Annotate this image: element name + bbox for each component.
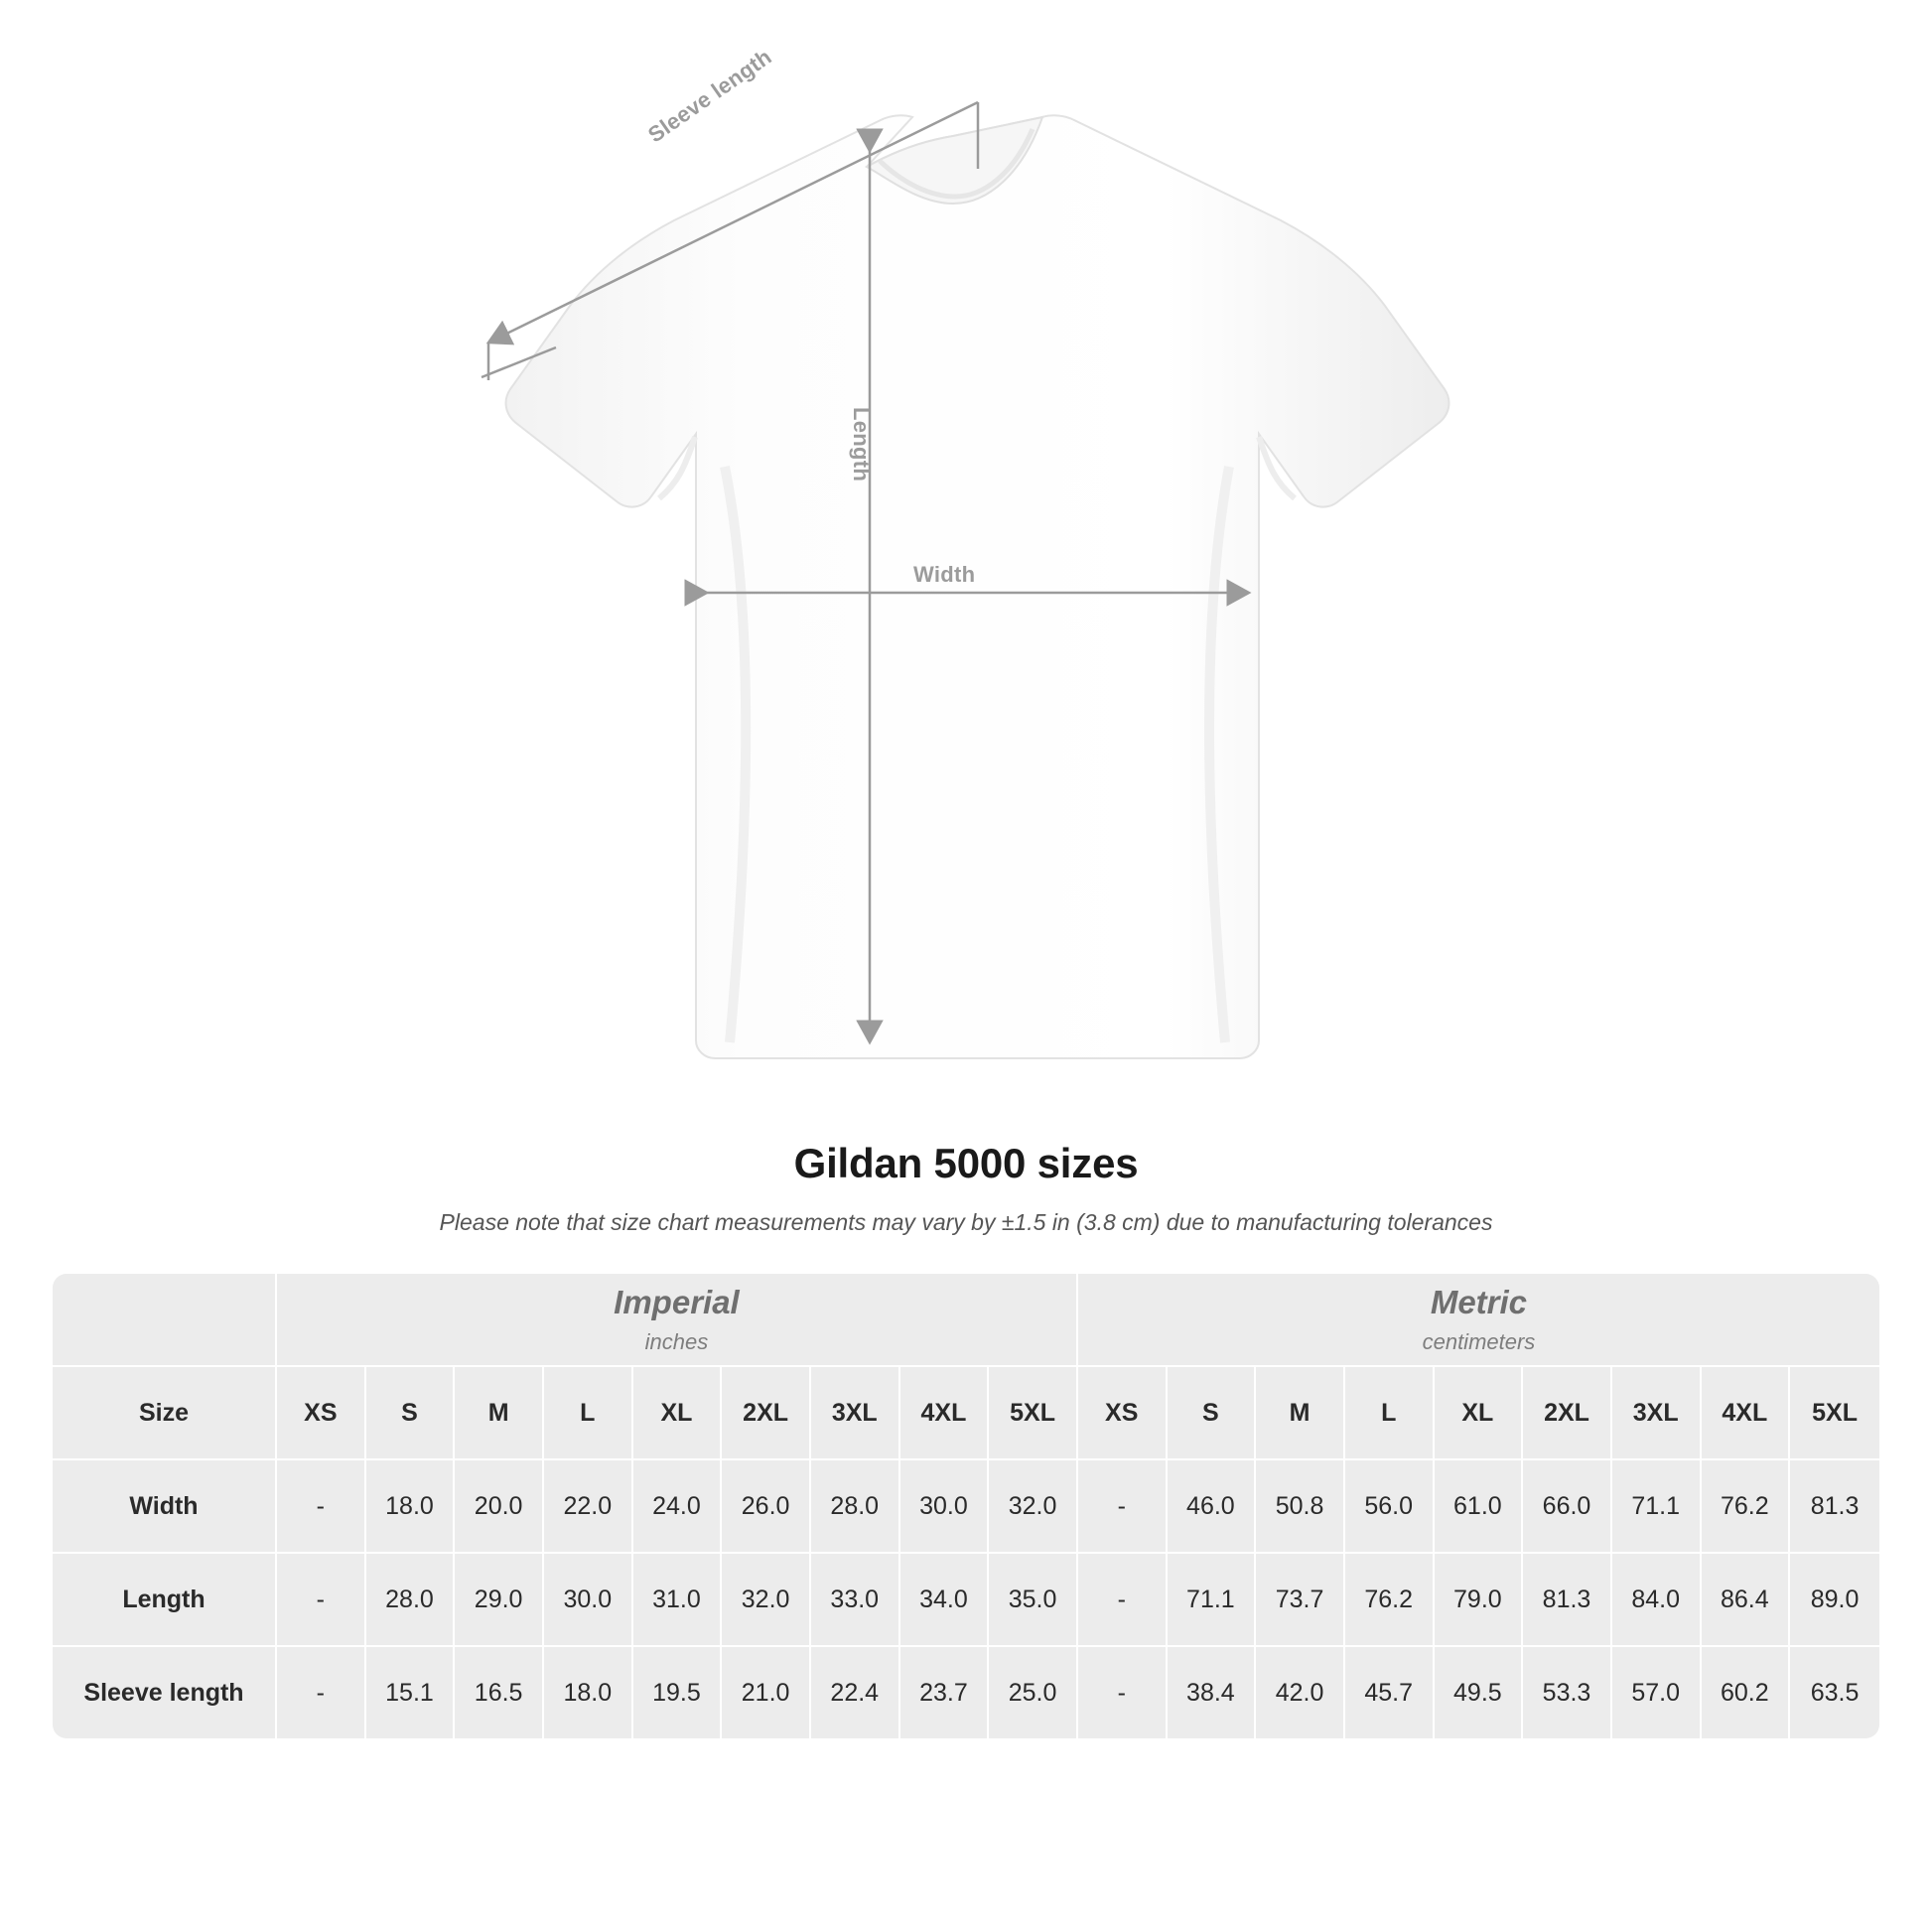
- size-column-header: S: [1168, 1367, 1257, 1460]
- row-label-width: Width: [53, 1460, 277, 1554]
- measurement-cell: 15.1: [366, 1647, 456, 1738]
- page-title: Gildan 5000 sizes: [793, 1140, 1139, 1186]
- measurement-cell: 53.3: [1523, 1647, 1612, 1738]
- measurement-cell: 16.5: [455, 1647, 544, 1738]
- measurement-cell: 24.0: [633, 1460, 723, 1554]
- size-column-header: M: [1256, 1367, 1345, 1460]
- measurement-cell: 28.0: [811, 1460, 900, 1554]
- measurement-cell: 42.0: [1256, 1647, 1345, 1738]
- measurement-cell: 81.3: [1790, 1460, 1879, 1554]
- measurement-cell: 22.4: [811, 1647, 900, 1738]
- width-label: Width: [913, 562, 976, 587]
- size-column-header: L: [544, 1367, 633, 1460]
- size-chart-table-wrap: [53, 1274, 1879, 1738]
- size-column-header: XL: [633, 1367, 723, 1460]
- measurement-cell: 32.0: [722, 1554, 811, 1647]
- measurement-cell: 38.4: [1168, 1647, 1257, 1738]
- measurement-cell: 71.1: [1168, 1554, 1257, 1647]
- measurement-cell: 19.5: [633, 1647, 723, 1738]
- measurement-cell: 56.0: [1345, 1460, 1435, 1554]
- measurement-cell: 61.0: [1435, 1460, 1524, 1554]
- measurement-cell: 73.7: [1256, 1554, 1345, 1647]
- measurement-cell: -: [1078, 1460, 1168, 1554]
- size-column-header: S: [366, 1367, 456, 1460]
- measurement-cell: 57.0: [1612, 1647, 1702, 1738]
- size-column-header: XS: [1078, 1367, 1168, 1460]
- measurement-cell: 30.0: [544, 1554, 633, 1647]
- measurement-cell: 18.0: [544, 1647, 633, 1738]
- measurement-cell: 84.0: [1612, 1554, 1702, 1647]
- table-corner-cell: [53, 1274, 277, 1367]
- measurement-cell: 28.0: [366, 1554, 456, 1647]
- measurement-cell: 25.0: [989, 1647, 1078, 1738]
- size-header-row: [53, 1367, 1879, 1460]
- measurement-cell: 18.0: [366, 1460, 456, 1554]
- title-block: [0, 1140, 1932, 1236]
- unit-group-sub: inches: [644, 1329, 709, 1355]
- tolerance-note: Please note that size chart measurements may vary by ±1.5 in (3.8 cm) due to manufacturing tolerances: [439, 1209, 1493, 1235]
- measurement-cell: -: [277, 1554, 366, 1647]
- unit-group-sub: centimeters: [1422, 1329, 1536, 1355]
- measurement-cell: -: [1078, 1647, 1168, 1738]
- size-column-header: 3XL: [1612, 1367, 1702, 1460]
- unit-group-header-imperial: [277, 1274, 1078, 1367]
- measurement-cell: 63.5: [1790, 1647, 1879, 1738]
- measurement-cell: 76.2: [1702, 1460, 1791, 1554]
- unit-group-name: Metric: [1430, 1284, 1528, 1321]
- unit-group-name: Imperial: [614, 1284, 740, 1321]
- measurement-cell: 86.4: [1702, 1554, 1791, 1647]
- size-header-cell: Size: [53, 1367, 277, 1460]
- measurement-cell: 76.2: [1345, 1554, 1435, 1647]
- unit-header-row: [53, 1274, 1879, 1367]
- size-chart-table: [53, 1274, 1879, 1738]
- table-row: [53, 1647, 1879, 1738]
- measurement-cell: 35.0: [989, 1554, 1078, 1647]
- table-row: [53, 1460, 1879, 1554]
- measurement-cell: 46.0: [1168, 1460, 1257, 1554]
- size-column-header: 5XL: [989, 1367, 1078, 1460]
- size-column-header: XL: [1435, 1367, 1524, 1460]
- row-label-length: Length: [53, 1554, 277, 1647]
- measurement-cell: -: [1078, 1554, 1168, 1647]
- size-column-header: 2XL: [1523, 1367, 1612, 1460]
- measurement-cell: 29.0: [455, 1554, 544, 1647]
- shirt-body-shape: [506, 115, 1449, 1058]
- size-column-header: XS: [277, 1367, 366, 1460]
- measurement-cell: 33.0: [811, 1554, 900, 1647]
- size-column-header: 5XL: [1790, 1367, 1879, 1460]
- length-label: Length: [849, 407, 874, 483]
- measurement-cell: 23.7: [900, 1647, 990, 1738]
- size-column-header: 3XL: [811, 1367, 900, 1460]
- measurement-cell: 30.0: [900, 1460, 990, 1554]
- measurement-cell: 21.0: [722, 1647, 811, 1738]
- unit-group-header-metric: [1078, 1274, 1879, 1367]
- measurement-cell: 60.2: [1702, 1647, 1791, 1738]
- measurement-cell: 20.0: [455, 1460, 544, 1554]
- measurement-cell: 26.0: [722, 1460, 811, 1554]
- measurement-cell: 49.5: [1435, 1647, 1524, 1738]
- sleeve-length-label: Sleeve length: [643, 44, 776, 148]
- measurement-cell: 50.8: [1256, 1460, 1345, 1554]
- measurement-cell: 32.0: [989, 1460, 1078, 1554]
- size-column-header: L: [1345, 1367, 1435, 1460]
- measurement-cell: 31.0: [633, 1554, 723, 1647]
- measurement-cell: 34.0: [900, 1554, 990, 1647]
- measurement-cell: 81.3: [1523, 1554, 1612, 1647]
- size-column-header: M: [455, 1367, 544, 1460]
- measurement-cell: -: [277, 1460, 366, 1554]
- size-column-header: 4XL: [1702, 1367, 1791, 1460]
- size-column-header: 4XL: [900, 1367, 990, 1460]
- measurement-cell: 71.1: [1612, 1460, 1702, 1554]
- size-column-header: 2XL: [722, 1367, 811, 1460]
- measurement-cell: 22.0: [544, 1460, 633, 1554]
- measurement-cell: 45.7: [1345, 1647, 1435, 1738]
- measurement-cell: 89.0: [1790, 1554, 1879, 1647]
- measurement-cell: -: [277, 1647, 366, 1738]
- row-label-sleeve-length: Sleeve length: [53, 1647, 277, 1738]
- table-row: [53, 1554, 1879, 1647]
- measurement-cell: 79.0: [1435, 1554, 1524, 1647]
- measurement-cell: 66.0: [1523, 1460, 1612, 1554]
